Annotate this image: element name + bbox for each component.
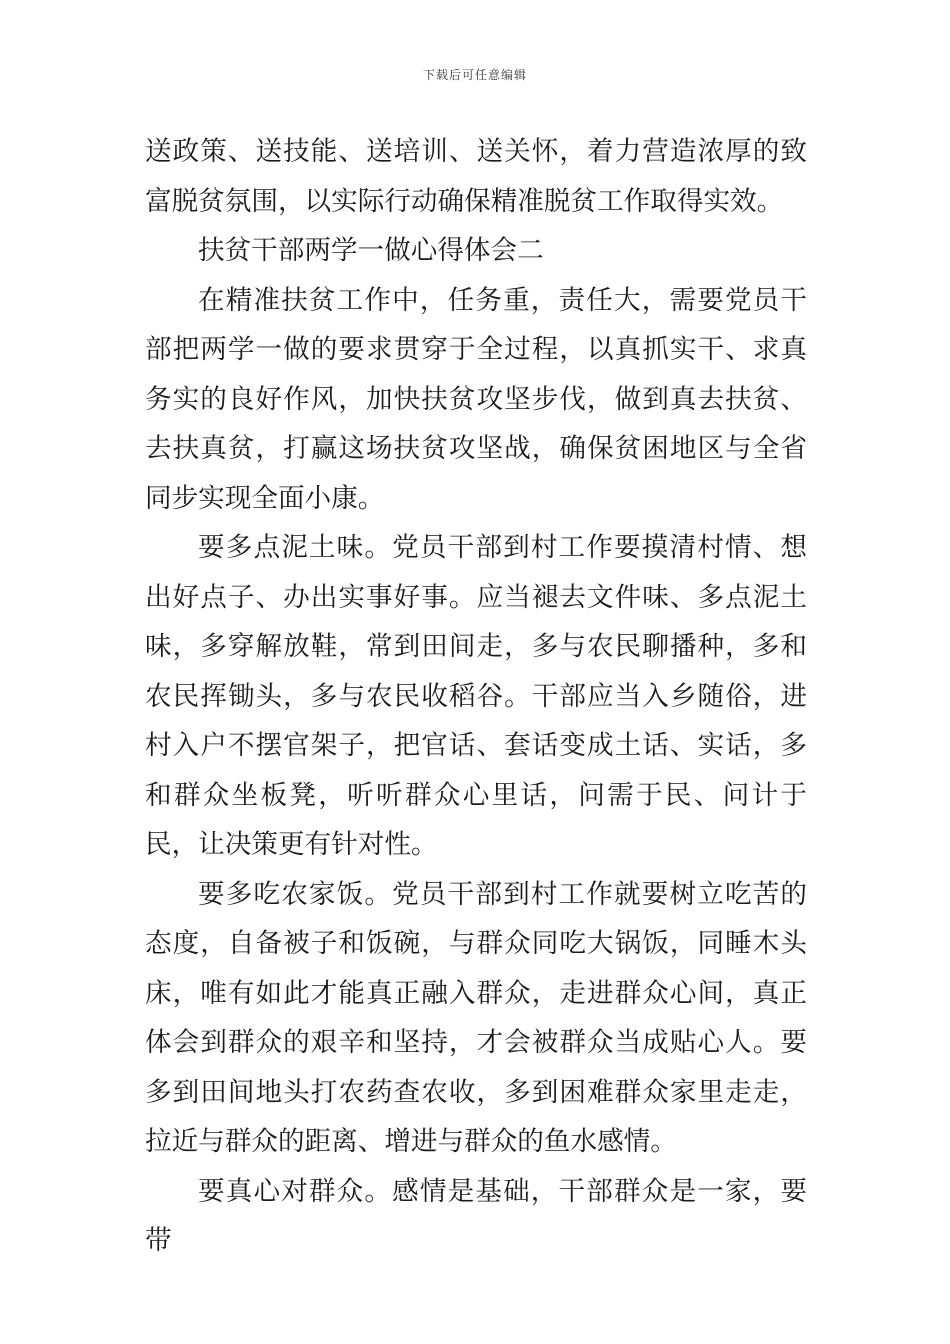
- paragraph-continuation: 送政策、送技能、送培训、送关怀，着力营造浓厚的致富脱贫氛围，以实际行动确保精准脱贫工作取得实效。: [145, 136, 807, 217]
- section-heading: 扶贫干部两学一做心得体会二: [198, 235, 544, 266]
- page-header-note: 下载后可任意编辑: [422, 68, 527, 82]
- paragraph-intro: 在精准扶贫工作中，任务重，责任大，需要党员干部把两学一做的要求贯穿于全过程，以真抓实干、求真务实的良好作风，加快扶贫攻坚步伐，做到真去扶贫、去扶真贫，打赢这场扶贫攻坚战，确保贫困地区与全省同步实现全面小康。: [145, 284, 807, 514]
- paragraph-sincere: 要真心对群众。感情是基础，干部群众是一家，要带: [145, 1175, 807, 1256]
- document-body: [145, 127, 807, 1266]
- paragraph-mud: 要多点泥土味。党员干部到村工作要摸清村情、想出好点子、办出实事好事。应当褪去文件味、多点泥土味，多穿解放鞋，常到田间走，多与农民聊播种，多和农民挥锄头，多与农民收稻谷。干部应当入乡随俗，进村入户不摆官架子，把官话、套话变成土话、实话，多和群众坐板凳，听听群众心里话，问需于民、问计于民，让决策更有针对性。: [145, 532, 807, 860]
- paragraph-meal: 要多吃农家饭。党员干部到村工作就要树立吃苦的态度，自备被子和饭碗，与群众同吃大锅饭，同睡木头床，唯有如此才能真正融入群众，走进群众心间，真正体会到群众的艰辛和坚持，才会被群众当成贴心人。要多到田间地头打农药查农收，多到困难群众家里走走，拉近与群众的距离、增进与群众的鱼水感情。: [145, 878, 807, 1157]
